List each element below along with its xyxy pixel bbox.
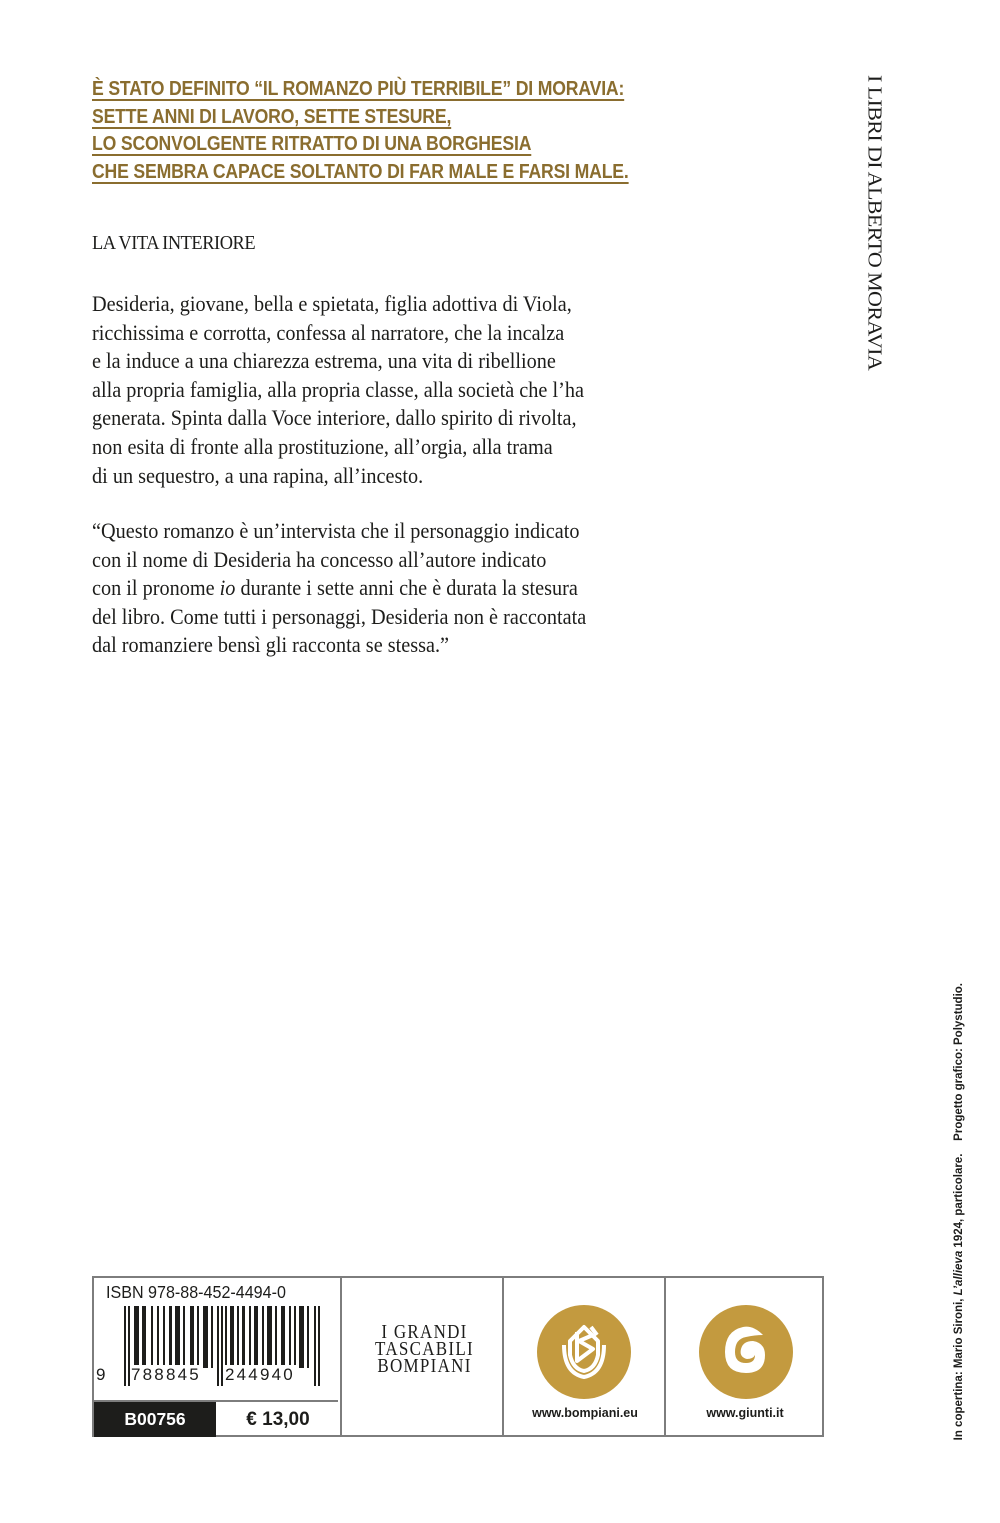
- synopsis-line: e la induce a una chiarezza estrema, una vita di ribellione: [92, 348, 556, 374]
- book-title: LA VITA INTERIORE: [92, 232, 256, 254]
- quote-line: del libro. Come tutti i personaggi, Desideria non è raccontata: [92, 603, 587, 629]
- quote-line: “Questo romanzo è un’intervista che il personaggio indicato: [92, 518, 580, 543]
- series-vertical-label: [862, 75, 892, 385]
- series-name: [352, 1321, 497, 1377]
- tagline-line: CHE SEMBRA CAPACE SOLTANTO DI FAR MALE E FARSI MALE.: [92, 159, 629, 183]
- series-vertical-label-text: I LIBRI DI ALBERTO MORAVIA: [863, 75, 887, 371]
- cover-credits-text: [953, 983, 965, 1440]
- quote-line: con il nome di Desideria ha concesso all’autore indicato: [92, 546, 547, 572]
- barcode-panel: [94, 1278, 338, 1435]
- tagline-line: LO SCONVOLGENTE RITRATTO DI UNA BORGHESIA: [92, 132, 532, 155]
- giunti-spiral-logo-icon: [699, 1305, 793, 1399]
- credits-artwork-title: L’allieva: [953, 1250, 965, 1295]
- bompiani-panel: [502, 1278, 666, 1435]
- info-box: [92, 1276, 824, 1437]
- synopsis-line: generata. Spinta dalla Voce interiore, dallo spirito di rivolta,: [92, 405, 577, 431]
- synopsis: [92, 290, 639, 490]
- tagline-line: È STATO DEFINITO “IL ROMANZO PIÙ TERRIBILE” DI MORAVIA:: [92, 77, 625, 100]
- giunti-panel: [664, 1278, 824, 1435]
- giunti-url[interactable]: www.giunti.it: [706, 1406, 784, 1420]
- isbn-label: ISBN 978-88-452-4494-0: [106, 1282, 286, 1302]
- tagline-line: SETTE ANNI DI LAVORO, SETTE STESURE,: [92, 104, 452, 128]
- quote-line: [92, 574, 586, 603]
- cover-credits: [953, 945, 977, 1440]
- tagline: [92, 75, 792, 185]
- series-panel: [340, 1278, 504, 1435]
- author-quote: [92, 517, 641, 660]
- synopsis-line: di un sequestro, a una rapina, all’incesto.: [92, 462, 424, 488]
- series-line: TASCABILI: [375, 1338, 474, 1360]
- bompiani-tulip-logo-icon: [537, 1305, 631, 1399]
- quote-text: con il pronome: [92, 575, 220, 601]
- barcode-first-digit: 9: [96, 1365, 106, 1384]
- quote-italic: io: [219, 575, 236, 601]
- quote-line: dal romanziere bensì gli racconta se stessa.”: [92, 632, 450, 658]
- synopsis-line: ricchissima e corrotta, confessa al narratore, che la incalza: [92, 319, 565, 345]
- synopsis-line: non esita di fronte alla prostituzione, all’orgia, alla trama: [92, 433, 553, 459]
- credits-pre: In copertina: Mario Sironi,: [953, 1294, 965, 1440]
- product-code: B00756: [94, 1402, 216, 1437]
- bompiani-url[interactable]: www.bompiani.eu: [532, 1406, 638, 1420]
- barcode-digits-left: 788845: [131, 1365, 201, 1384]
- price: € 13,00: [246, 1408, 310, 1430]
- synopsis-line: alla propria famiglia, alla propria classe, alla società che l’ha: [92, 376, 584, 402]
- price-row: [94, 1400, 338, 1437]
- synopsis-line: Desideria, giovane, bella e spietata, figlia adottiva di Viola,: [92, 291, 572, 316]
- series-line: I GRANDI: [381, 1321, 468, 1343]
- quote-text: durante i sette anni che è durata la stesura: [235, 575, 578, 601]
- barcode-digits-right: 244940: [225, 1365, 295, 1384]
- credits-post: 1924, particolare. Progetto grafico: Polystudio.: [953, 982, 965, 1251]
- series-line: BOMPIANI: [377, 1355, 472, 1377]
